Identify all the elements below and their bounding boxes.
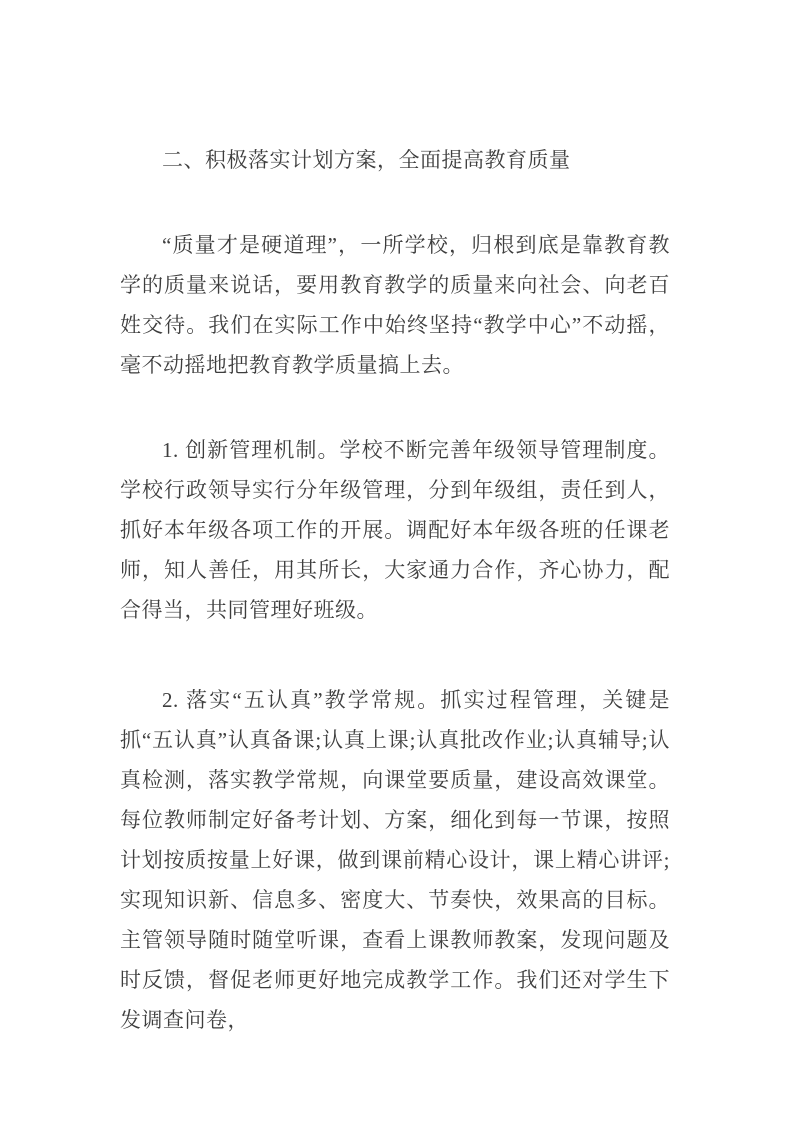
paragraph-1-management-mechanism: 1. 创新管理机制。学校不断完善年级领导管理制度。学校行政领导实行分年级管理，分到年级组，责任到人，抓好本年级各项工作的开展。调配好本年级各班的任课老师，知人善任，用其所长，大家通力合作，齐心协力，配合得当，共同管理好班级。: [120, 438, 670, 622]
paragraph-quality-motto: “质量才是硬道理”，一所学校，归根到底是靠教育教学的质量来说话，要用教育教学的质量来向社会、向老百姓交待。我们在实际工作中始终坚持“教学中心”不动摇，毫不动摇地把教育教学质量搞上去。: [120, 233, 670, 377]
section-heading: 二、积极落实计划方案，全面提高教育质量: [162, 148, 571, 172]
paragraph-2-five-earnest-teaching: 2. 落实“五认真”教学常规。抓实过程管理，关键是抓“五认真”认真备课;认真上课;认真批改作业;认真辅导;认真检测，落实教学常规，向课堂要质量，建设高效课堂。每位教师制定好备考计划、方案，细化到每一节课，按照计划按质按量上好课，做到课前精心设计，课上精心讲评;实现知识新、信息多、密度大、节奏快，效果高的目标。主管领导随时随堂听课，查看上课教师教案，发现问题及时反馈，督促老师更好地完成教学工作。我们还对学生下发调查问卷，: [120, 688, 670, 1032]
